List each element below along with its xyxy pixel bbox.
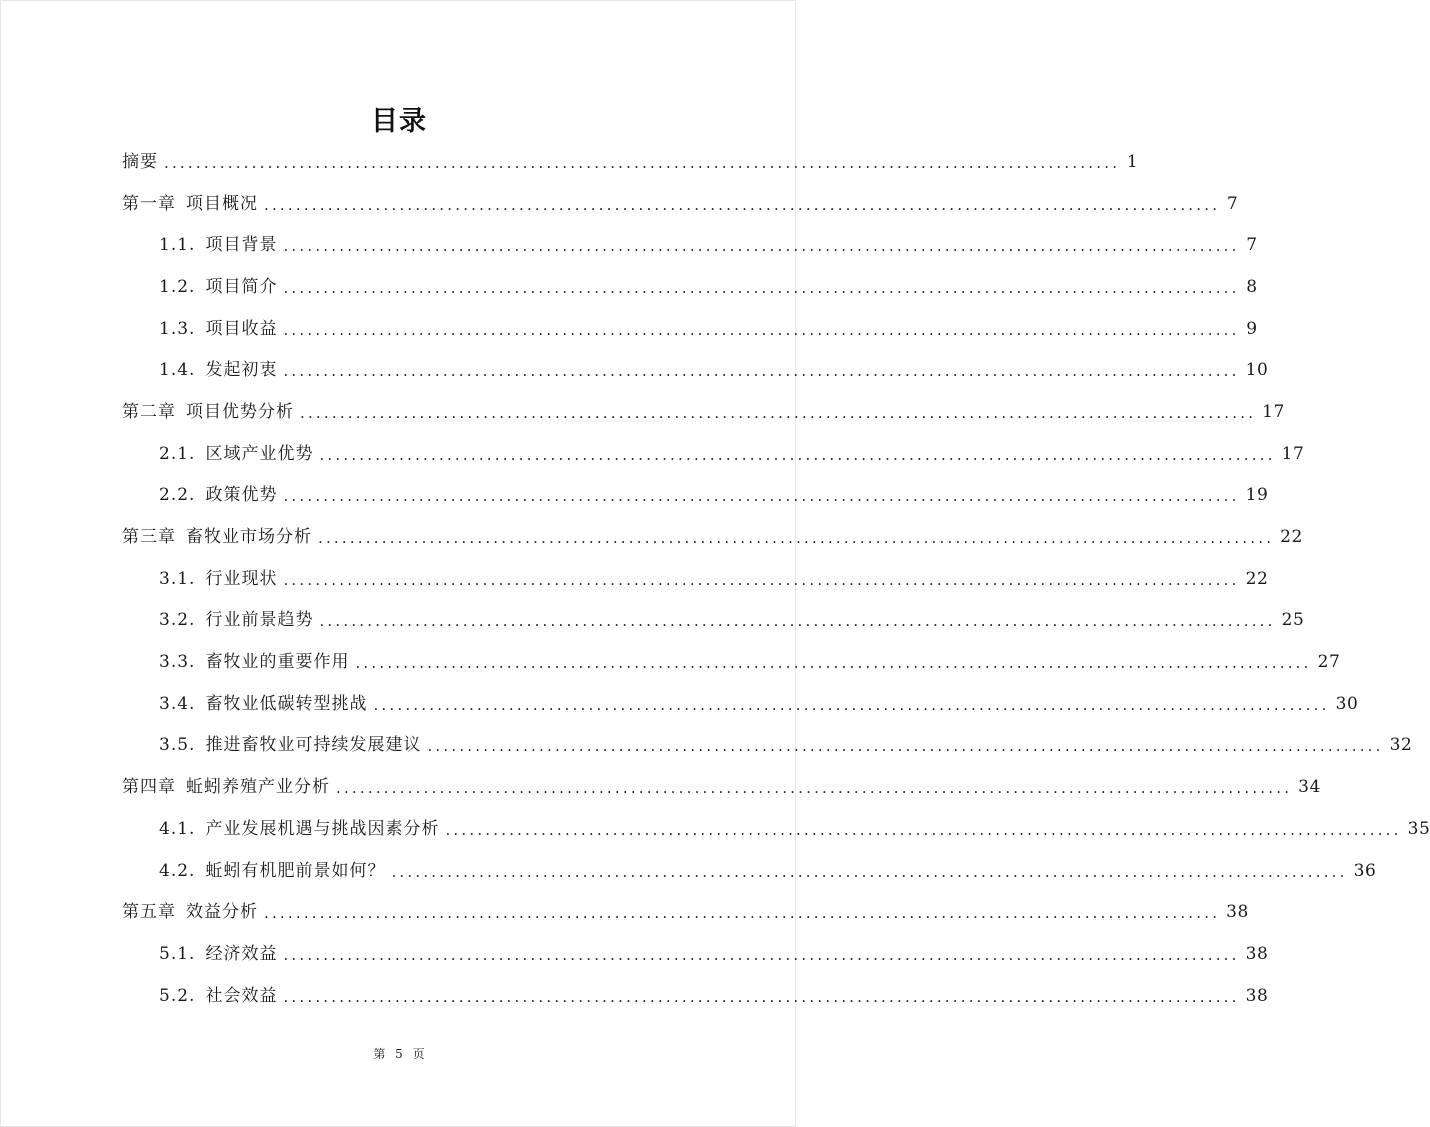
toc-entry-number: 第二章 — [122, 401, 176, 422]
toc-entry-label: 项目概况 — [186, 193, 258, 214]
toc-entry-section-1-1[interactable] — [122, 224, 1258, 266]
toc-entry-page: 38 — [1245, 985, 1269, 1006]
toc-entry-label: 摘要 — [122, 151, 158, 172]
toc-entry-number: 第四章 — [122, 777, 176, 798]
footer-prefix: 第 — [373, 1047, 386, 1061]
toc-entry-page: 7 — [1226, 193, 1239, 214]
toc-entry-number: 2.1. — [159, 443, 196, 464]
dot-leader: ........................................................................................................................ — [164, 153, 1121, 172]
dot-leader: ........................................................................................................................ — [319, 445, 1276, 464]
toc-entry-number: 4.2. — [159, 860, 196, 881]
toc-entry-label: 效益分析 — [186, 902, 258, 923]
toc-entry-page: 32 — [1389, 735, 1413, 756]
toc-entry-label: 项目简介 — [205, 276, 278, 297]
toc-entry-label: 项目收益 — [205, 318, 278, 339]
toc-entry-label: 行业前景趋势 — [205, 610, 314, 631]
toc-entry-chapter-1[interactable] — [122, 183, 1239, 225]
toc-entry-section-4-1[interactable] — [122, 808, 1430, 850]
toc-entry-page: 10 — [1245, 360, 1269, 381]
toc-entry-page: 9 — [1246, 318, 1258, 339]
footer-page-number: 5 — [395, 1047, 403, 1061]
toc-entry-label: 蚯蚓有机肥前景如何？ — [205, 860, 386, 881]
toc-entry-page: 17 — [1281, 443, 1305, 464]
toc-entry-label: 畜牧业市场分析 — [186, 527, 312, 548]
toc-entry-section-5-1[interactable] — [122, 933, 1269, 975]
toc-entry-page: 35 — [1407, 818, 1430, 839]
toc-entry-number: 1.3. — [159, 318, 196, 339]
toc-entry-number: 3.5. — [159, 735, 196, 756]
toc-entry-number: 1.1. — [159, 235, 196, 256]
toc-entry-page: 17 — [1262, 401, 1285, 422]
toc-entry-page: 1 — [1126, 151, 1139, 172]
toc-entry-section-3-4[interactable] — [122, 683, 1359, 725]
toc-entry-label: 发起初衷 — [205, 360, 278, 381]
toc-entry-label: 项目背景 — [205, 235, 278, 256]
toc-entry-number: 3.2. — [159, 610, 196, 631]
toc-entry-number: 3.1. — [159, 568, 196, 589]
toc-entry-section-2-2[interactable] — [122, 475, 1269, 517]
toc-entry-section-1-4[interactable] — [122, 349, 1269, 391]
toc-entry-page: 8 — [1246, 276, 1258, 297]
toc-entry-number: 3.4. — [159, 693, 196, 714]
toc-entry-label: 产业发展机遇与挑战因素分析 — [205, 818, 440, 839]
dot-leader: ........................................................................................................................ — [283, 278, 1240, 297]
dot-leader: ........................................................................................................................ — [283, 487, 1240, 506]
toc-entry-section-3-5[interactable] — [122, 725, 1413, 767]
dot-leader: ........................................................................................................................ — [391, 862, 1348, 881]
footer-suffix: 页 — [412, 1047, 425, 1061]
toc-entry-page: 22 — [1280, 527, 1303, 548]
table-of-contents — [122, 141, 1430, 1016]
toc-entry-number: 3.3. — [159, 652, 196, 673]
toc-entry-page: 22 — [1245, 568, 1269, 589]
toc-entry-label: 畜牧业的重要作用 — [205, 652, 350, 673]
toc-entry-page: 38 — [1245, 943, 1269, 964]
toc-entry-page: 30 — [1335, 693, 1359, 714]
dot-leader: ........................................................................................................................ — [283, 570, 1240, 589]
toc-entry-number: 1.2. — [159, 276, 196, 297]
toc-entry-page: 19 — [1245, 485, 1269, 506]
toc-entry-label: 区域产业优势 — [205, 443, 314, 464]
toc-entry-number: 第五章 — [122, 902, 176, 923]
dot-leader: ........................................................................................................................ — [283, 320, 1240, 339]
dot-leader: ........................................................................................................................ — [264, 195, 1221, 214]
toc-entry-chapter-5[interactable] — [122, 891, 1249, 933]
toc-entry-page: 7 — [1246, 235, 1258, 256]
dot-leader: ........................................................................................................................ — [373, 695, 1330, 714]
toc-entry-chapter-4[interactable] — [122, 766, 1321, 808]
toc-entry-section-3-1[interactable] — [122, 558, 1269, 600]
toc-entry-label: 政策优势 — [205, 485, 278, 506]
dot-leader: ........................................................................................................................ — [283, 237, 1240, 256]
toc-entry-section-1-3[interactable] — [122, 308, 1258, 350]
toc-entry-label: 社会效益 — [205, 985, 278, 1006]
toc-entry-page: 34 — [1298, 777, 1321, 798]
toc-entry-number: 第一章 — [122, 193, 176, 214]
toc-entry-label: 畜牧业低碳转型挑战 — [205, 693, 368, 714]
toc-entry-label: 项目优势分析 — [186, 401, 294, 422]
toc-entry-section-2-1[interactable] — [122, 433, 1305, 475]
dot-leader: ........................................................................................................................ — [318, 529, 1275, 548]
toc-entry-label: 行业现状 — [205, 568, 278, 589]
toc-entry-section-3-3[interactable] — [122, 641, 1341, 683]
page-footer — [1, 1045, 797, 1062]
dot-leader: ........................................................................................................................ — [319, 612, 1276, 631]
dot-leader: ........................................................................................................................ — [427, 737, 1384, 756]
dot-leader: ........................................................................................................................ — [283, 362, 1240, 381]
toc-entry-number: 2.2. — [159, 485, 196, 506]
toc-entry-section-1-2[interactable] — [122, 266, 1258, 308]
toc-entry-chapter-3[interactable] — [122, 516, 1303, 558]
toc-entry-number: 1.4. — [159, 360, 196, 381]
toc-entry-section-5-2[interactable] — [122, 975, 1269, 1017]
dot-leader: ........................................................................................................................ — [300, 403, 1257, 422]
toc-entry-label: 蚯蚓养殖产业分析 — [186, 777, 330, 798]
toc-entry-label: 经济效益 — [205, 943, 278, 964]
dot-leader: ........................................................................................................................ — [336, 779, 1293, 798]
dot-leader: ........................................................................................................................ — [355, 654, 1312, 673]
toc-entry-number: 4.1. — [159, 818, 196, 839]
toc-entry-number: 第三章 — [122, 527, 176, 548]
toc-entry-label: 推进畜牧业可持续发展建议 — [205, 735, 422, 756]
dot-leader: ........................................................................................................................ — [283, 987, 1240, 1006]
toc-entry-chapter-2[interactable] — [122, 391, 1285, 433]
toc-entry-section-4-2[interactable] — [122, 850, 1377, 892]
toc-entry-page: 27 — [1317, 652, 1341, 673]
toc-entry-number: 5.1. — [159, 943, 196, 964]
dot-leader: ........................................................................................................................ — [445, 820, 1402, 839]
dot-leader: ........................................................................................................................ — [283, 945, 1240, 964]
toc-entry-page: 38 — [1226, 902, 1249, 923]
toc-title: 目录 — [371, 106, 427, 137]
toc-entry-number: 5.2. — [159, 985, 196, 1006]
toc-entry-abstract[interactable] — [122, 141, 1139, 183]
dot-leader: ........................................................................................................................ — [264, 904, 1221, 923]
toc-entry-page: 25 — [1281, 610, 1305, 631]
toc-entry-section-3-2[interactable] — [122, 600, 1305, 642]
toc-entry-page: 36 — [1353, 860, 1377, 881]
